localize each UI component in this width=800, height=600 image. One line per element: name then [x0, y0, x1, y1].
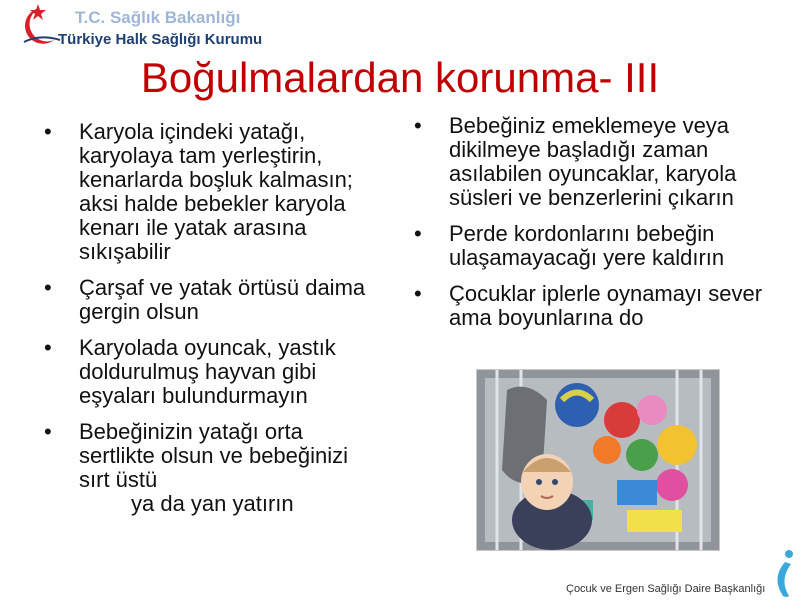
bullet-text-continuation: ya da yan yatırın: [131, 491, 294, 516]
bullet-item: • Karyola içindeki yatağı, karyolaya tam yerleştirin, kenarlarda boşluk kalmasın; aksi halde bebekler karyola kenarı ile yatak arasına sıkışabilir: [44, 120, 384, 264]
bullet-item: • Perde kordonlarını bebeğin ulaşamayacağı yere kaldırın: [414, 222, 786, 270]
slide-title: Boğulmalardan korunma- III: [140, 54, 660, 101]
bullet-item: • Karyolada oyuncak, yastık doldurulmuş hayvan gibi eşyaları bulundurmayın: [44, 336, 384, 408]
org-name-line1: T.C. Sağlık Bakanlığı: [75, 8, 241, 27]
bullet-item: • Çarşaf ve yatak örtüsü daima gergin olsun: [44, 276, 384, 324]
ministry-logo: [18, 2, 288, 50]
bullet-item: [44, 420, 384, 516]
right-bullet-list: [414, 114, 786, 342]
swoosh-logo-icon: [767, 548, 797, 600]
baby-in-crib-photo: [476, 369, 720, 551]
crescent-star-logo-icon: [18, 2, 62, 50]
bullet-item: • Bebeğiniz emeklemeye veya dikilmeye başladığı zaman asılabilen oyuncaklar, karyola süsleri ve benzerlerini çıkarın: [414, 114, 786, 210]
org-name-line2: Türkiye Halk Sağlığı Kurumu: [58, 31, 263, 48]
left-bullet-list: [44, 120, 384, 528]
baby-crib-illustration-icon: [477, 370, 719, 550]
bullet-item: • Çocuklar iplerle oynamayı sever ama boyunlarına do: [414, 282, 786, 330]
footer-department: Çocuk ve Ergen Sağlığı Daire Başkanlığı: [566, 583, 766, 595]
bullet-text: Bebeğinizin yatağı orta sertlikte olsun ve bebeğinizi sırt üstü: [79, 419, 349, 492]
